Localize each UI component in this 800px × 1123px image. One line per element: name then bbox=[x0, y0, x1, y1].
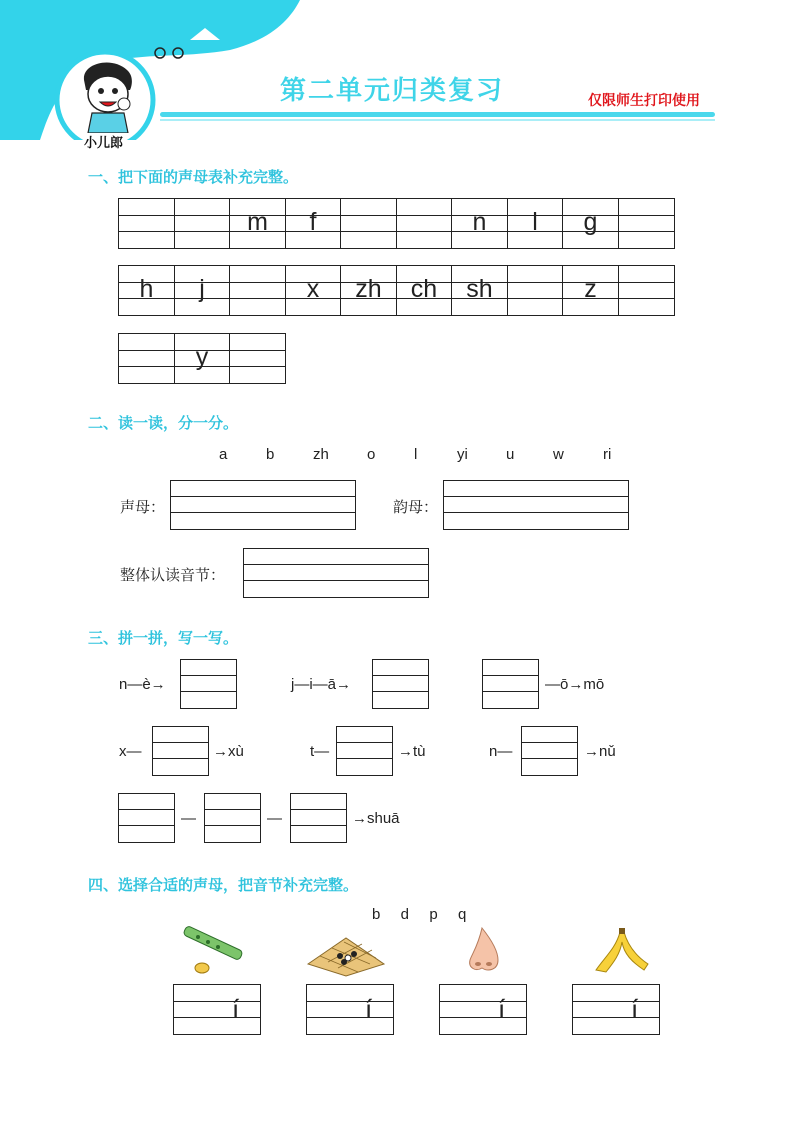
syllable-final: í bbox=[232, 994, 240, 1024]
banana-icon bbox=[592, 928, 650, 974]
section4-heading: 四、选择合适的声母，把音节补充完整。 bbox=[88, 876, 359, 894]
spell-prompt-5a: t— bbox=[310, 743, 330, 760]
boy-mascot-icon bbox=[72, 58, 142, 133]
spell-dash: — bbox=[181, 810, 196, 827]
syllable-answer-box[interactable] bbox=[572, 984, 660, 1035]
letter-o: o bbox=[367, 446, 376, 463]
grid-cell: h bbox=[119, 266, 175, 315]
nose-icon bbox=[464, 926, 504, 974]
initials-grid-row1 bbox=[118, 198, 675, 249]
grid-cell: g bbox=[563, 199, 619, 248]
syllable-final: í bbox=[365, 994, 373, 1024]
spell-answer-box[interactable] bbox=[290, 793, 347, 843]
spell-answer-box[interactable] bbox=[118, 793, 175, 843]
letter-u: u bbox=[506, 446, 515, 463]
section1-heading: 一、把下面的声母表补充完整。 bbox=[88, 168, 299, 186]
brand-name: 小儿郎 bbox=[84, 136, 124, 151]
spell-prompt-6b: →nǔ bbox=[584, 743, 616, 760]
grid-cell: n bbox=[452, 199, 508, 248]
spell-answer-box[interactable] bbox=[372, 659, 429, 709]
letter-l: l bbox=[414, 446, 418, 463]
grid-cell: m bbox=[230, 199, 286, 248]
syllable-answer-box[interactable] bbox=[173, 984, 261, 1035]
choice-letters: b d p q bbox=[372, 906, 467, 923]
letter-yi: yi bbox=[457, 446, 468, 463]
spell-answer-box[interactable] bbox=[204, 793, 261, 843]
print-notice: 仅限师生打印使用 bbox=[588, 93, 700, 109]
finals-answer-box[interactable] bbox=[443, 480, 629, 530]
syllable-final: í bbox=[631, 994, 639, 1024]
grid-cell[interactable] bbox=[341, 199, 397, 248]
whole-syllables-answer-box[interactable] bbox=[243, 548, 429, 598]
grid-cell: y bbox=[175, 334, 230, 383]
letter-w: w bbox=[553, 446, 564, 463]
grid-cell[interactable] bbox=[619, 266, 674, 315]
spell-prompt-4a: x— bbox=[119, 743, 142, 760]
grid-cell: zh bbox=[341, 266, 397, 315]
syllable-answer-box[interactable] bbox=[439, 984, 527, 1035]
spell-answer-box[interactable] bbox=[152, 726, 209, 776]
spell-prompt-3: —ō→mō bbox=[545, 676, 605, 693]
grid-cell: l bbox=[508, 199, 563, 248]
spell-dash: — bbox=[267, 810, 282, 827]
grid-cell[interactable] bbox=[175, 199, 230, 248]
grid-cell[interactable] bbox=[119, 334, 175, 383]
grid-cell: z bbox=[563, 266, 619, 315]
whole-syllables-label: 整体认读音节： bbox=[120, 566, 226, 584]
spell-prompt-2: j—i—ā→ bbox=[291, 676, 352, 693]
initials-grid-row3 bbox=[118, 333, 286, 384]
spell-prompt-7: →shuā bbox=[352, 810, 400, 827]
header-rule-thin bbox=[160, 119, 715, 121]
letter-a: a bbox=[219, 446, 228, 463]
grid-cell: sh bbox=[452, 266, 508, 315]
finals-label: 韵母： bbox=[393, 498, 439, 516]
grid-cell[interactable] bbox=[230, 266, 286, 315]
spell-answer-box[interactable] bbox=[180, 659, 237, 709]
letter-zh: zh bbox=[313, 446, 329, 463]
section2-heading: 二、读一读，分一分。 bbox=[88, 414, 239, 432]
grid-cell[interactable] bbox=[119, 199, 175, 248]
page-title: 第二单元归类复习 bbox=[280, 76, 505, 106]
letter-b: b bbox=[266, 446, 275, 463]
grid-cell[interactable] bbox=[397, 199, 452, 248]
spell-prompt-5b: →tù bbox=[398, 743, 426, 760]
grid-cell[interactable] bbox=[508, 266, 563, 315]
syllable-final: í bbox=[498, 994, 506, 1024]
initials-label: 声母： bbox=[120, 498, 166, 516]
grid-cell: x bbox=[286, 266, 341, 315]
flute-icon bbox=[180, 924, 246, 976]
spell-prompt-6a: n— bbox=[489, 743, 513, 760]
grid-cell[interactable] bbox=[619, 199, 674, 248]
spell-answer-box[interactable] bbox=[482, 659, 539, 709]
spell-prompt-1: n—è→ bbox=[119, 676, 166, 693]
go-board-icon bbox=[304, 934, 388, 978]
grid-cell: j bbox=[175, 266, 230, 315]
grid-cell: f bbox=[286, 199, 341, 248]
grid-cell: ch bbox=[397, 266, 452, 315]
grid-cell[interactable] bbox=[230, 334, 285, 383]
section3-heading: 三、拼一拼，写一写。 bbox=[88, 629, 239, 647]
syllable-answer-box[interactable] bbox=[306, 984, 394, 1035]
initials-answer-box[interactable] bbox=[170, 480, 356, 530]
initials-grid-row2 bbox=[118, 265, 675, 316]
spell-prompt-4b: →xù bbox=[213, 743, 244, 760]
header-rule bbox=[160, 112, 715, 117]
spell-answer-box[interactable] bbox=[336, 726, 393, 776]
spell-answer-box[interactable] bbox=[521, 726, 578, 776]
letter-ri: ri bbox=[603, 446, 612, 463]
